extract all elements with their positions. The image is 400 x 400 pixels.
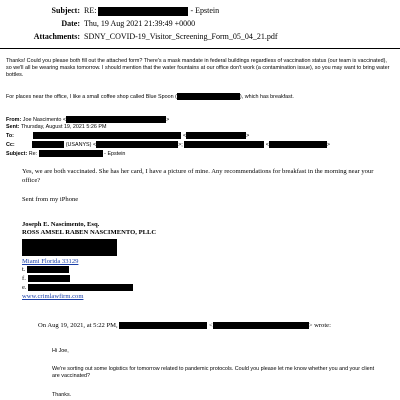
- redaction-box: [119, 322, 207, 329]
- quote-intro-end: wrote:: [314, 322, 331, 330]
- reply-para2-start: For places near the office, I like a small coffee shop called Blue Spoon (: [6, 93, 177, 100]
- signature-phone: [22, 266, 69, 275]
- redaction-box: [22, 239, 117, 256]
- fwd-from-value: Joe Nascimento <: [22, 116, 67, 123]
- message-body: Yes, we are both vaccinated. She has her card, I have a picture of mine. Any recommendations for breakfast in the morning near your office?: [22, 168, 374, 184]
- fwd-from-label: From:: [6, 116, 22, 123]
- fax-label: f.: [22, 275, 26, 283]
- fwd-subject-suffix: - Epstein: [104, 150, 126, 157]
- fwd-subject-row: [6, 150, 125, 158]
- email-label: e.: [22, 284, 27, 292]
- quote-intro: On Aug 19, 2021, at 5:22 PM, < > wrote:: [38, 322, 331, 330]
- fwd-sent-label: Sent:: [6, 124, 20, 130]
- redaction-box: [66, 116, 166, 123]
- signature-firm: ROSS AMSEL RABEN NASCIMENTO, PLLC: [22, 229, 157, 236]
- header-subject-row: [0, 6, 219, 16]
- header-date-row: [0, 19, 195, 29]
- subject-suffix: - Epstein: [190, 6, 220, 15]
- redaction-box: [213, 322, 309, 329]
- fwd-to-label: To:: [6, 132, 14, 139]
- redaction-box: [27, 266, 69, 273]
- redaction-box: [98, 7, 188, 16]
- subject-label: Subject:: [51, 6, 80, 15]
- fwd-sent-value: Thursday, August 19, 2021 5:26 PM: [20, 124, 107, 130]
- signature-fax: [22, 275, 70, 284]
- redaction-box: [177, 93, 240, 100]
- fwd-to-row: To: < >: [6, 132, 250, 139]
- phone-label: t.: [22, 266, 26, 274]
- redaction-box: [28, 284, 133, 291]
- redaction-box: [184, 141, 264, 148]
- redaction-box: [269, 141, 327, 148]
- redaction-box: [186, 132, 246, 139]
- attachments-label: Attachments:: [33, 32, 80, 41]
- quote-closing: Thanks.: [52, 392, 72, 398]
- redaction-box: [39, 150, 103, 157]
- redaction-box: [28, 275, 70, 282]
- quote-intro-start: On Aug 19, 2021, at 5:22 PM,: [38, 322, 118, 330]
- quote-body: We're sorting out some logistics for tomorrow related to pandemic protocols. Could you please let me know whether you and your client are vaccinated?: [52, 366, 375, 380]
- reply-para2-end: ), which has breakfast.: [239, 93, 294, 100]
- fwd-cc-row: Cc: (USANYS) < >; < >: [6, 141, 331, 148]
- fwd-sent-row: [6, 124, 107, 131]
- fwd-cc-usansys: (USANYS) <: [65, 141, 97, 148]
- signature-address-link[interactable]: Miami Florida 33129: [22, 258, 79, 265]
- date-value: Thu, 19 Aug 2021 21:39:49 +0000: [84, 19, 196, 28]
- sent-from-line: Sent from my iPhone: [22, 196, 79, 203]
- fwd-subject-label: Subject:: [6, 150, 28, 157]
- redaction-box: [32, 141, 64, 148]
- header-divider: [0, 48, 400, 49]
- reply-paragraph-1: Thanks! Could you please both fill out the attached form? There's a mask mandate in federal buildings regardless of vaccination status (our team is vaccinated), so we'll all be wearing masks tomorrow. I should mention that the water fountains at our office don't work (a contamination issue), so you may want to bring water bottles.: [6, 58, 390, 79]
- signature-website-link[interactable]: www.crimlawfirm.com: [22, 293, 84, 300]
- date-label: Date:: [61, 19, 80, 28]
- reply-paragraph-2: [6, 93, 294, 101]
- fwd-from-row: From: Joe Nascimento < >: [6, 116, 170, 123]
- quote-greeting: Hi Joe,: [52, 348, 69, 354]
- signature-name: Joseph E. Nascimento, Esq.: [22, 221, 100, 228]
- header-attachments-row: [0, 32, 278, 42]
- subject-value: RE:: [84, 6, 97, 15]
- fwd-cc-label: Cc:: [6, 141, 15, 148]
- redaction-box: [96, 141, 178, 148]
- signature-email: [22, 284, 133, 293]
- attachment-filename[interactable]: SDNY_COVID-19_Visitor_Screening_Form_05_04_21.pdf: [84, 32, 278, 41]
- fwd-subject-value: Re:: [28, 150, 38, 157]
- redaction-box: [33, 132, 181, 139]
